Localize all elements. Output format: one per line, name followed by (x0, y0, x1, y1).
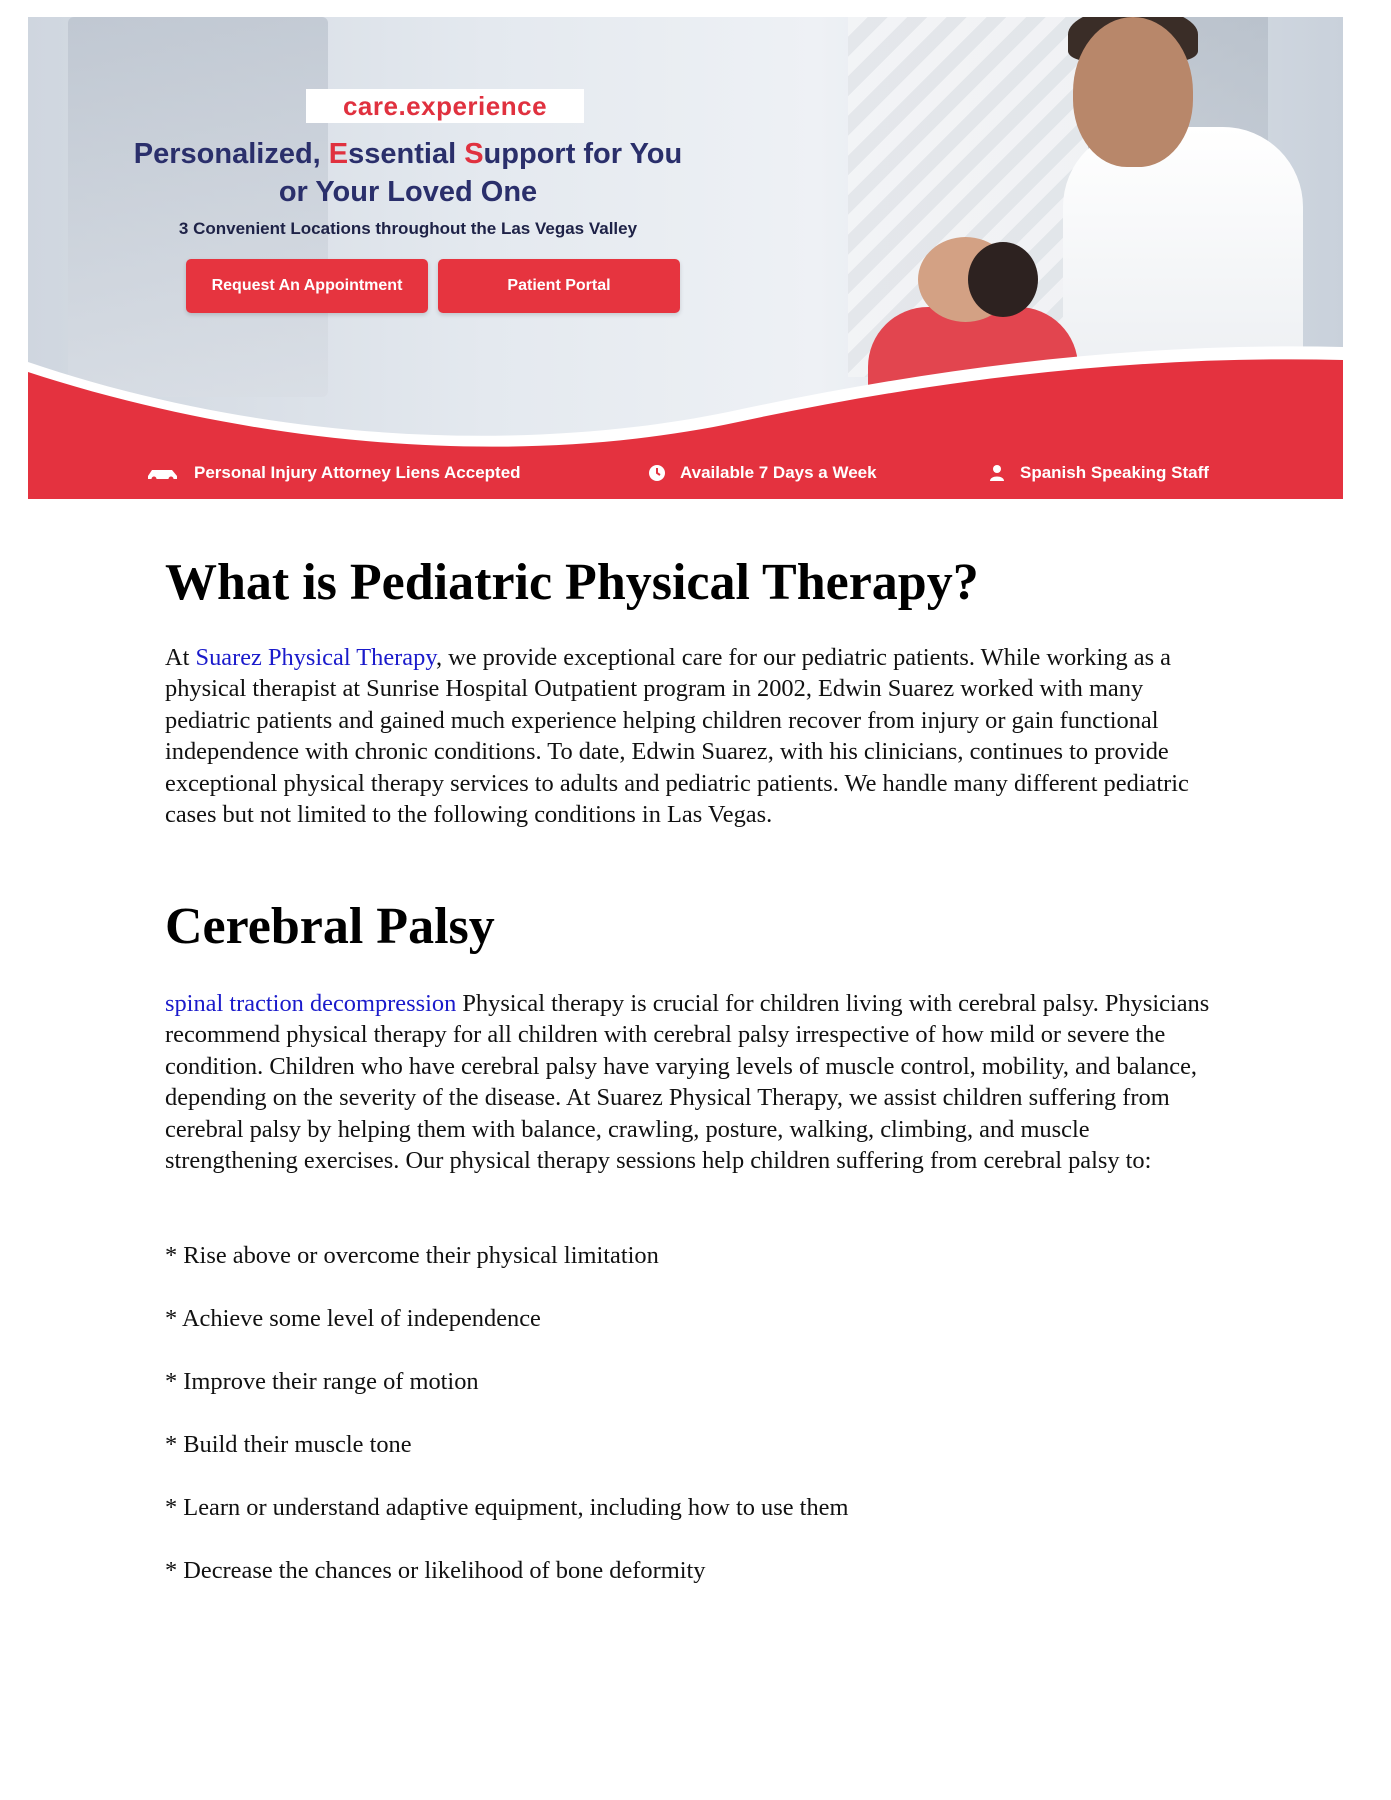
suarez-physical-therapy-link[interactable]: Suarez Physical Therapy (195, 644, 436, 671)
list-item: * Improve their range of motion (165, 1368, 479, 1395)
person-icon (988, 464, 1006, 482)
red-wave-shape (28, 17, 1343, 499)
intro-paragraph: At Suarez Physical Therapy, we provide exceptional care for our pediatric patients. While working as a physical therapist at Sunrise Hospital Outpatient program in 2002, Edwin Suarez worked with many pediatric patients and gained much experience helping children recover from injury or gain functional independence with chronic conditions. To date, Edwin Suarez, with his clinicians, continues to provide exceptional physical therapy services to adults and pediatric patients. We handle many different pediatric cases but not limited to the following conditions in Las Vegas. (165, 644, 1189, 829)
feature-label: Spanish Speaking Staff (1020, 463, 1209, 482)
patient-portal-button[interactable]: Patient Portal (438, 259, 680, 313)
hero-subline: 3 Convenient Locations throughout the Las Vegas Valley (178, 219, 638, 238)
list-item: * Rise above or overcome their physical limitation (165, 1242, 659, 1269)
feature-strip (28, 463, 1343, 493)
page-title: What is Pediatric Physical Therapy? (165, 554, 979, 611)
brand-tag: care.experience (306, 89, 584, 123)
list-item: * Decrease the chances or likelihood of bone deformity (165, 1557, 706, 1584)
benefits-list (165, 1240, 1225, 1618)
spinal-traction-decompression-link[interactable]: spinal traction decompression (165, 990, 457, 1017)
feature-label: Personal Injury Attorney Liens Accepted (194, 463, 521, 482)
feature-availability (648, 463, 877, 483)
section-title-cerebral-palsy: Cerebral Palsy (165, 898, 495, 955)
request-appointment-button[interactable]: Request An Appointment (186, 259, 428, 313)
list-item: * Achieve some level of independence (165, 1305, 541, 1332)
clock-icon (648, 464, 666, 482)
hero-headline: Personalized, Essential Support for You or Your Loved One (133, 138, 683, 208)
list-item: * Learn or understand adaptive equipment, including how to use them (165, 1494, 849, 1521)
list-item: * Build their muscle tone (165, 1431, 412, 1458)
feature-label: Available 7 Days a Week (680, 463, 877, 482)
hero-banner (28, 17, 1343, 499)
car-icon (146, 464, 180, 482)
cerebral-palsy-paragraph: spinal traction decompression Physical therapy is crucial for children living with cerebral palsy. Physicians recommend physical therapy for all children with cerebral palsy irrespective of how mild or severe the condition. Children who have cerebral palsy have varying levels of muscle control, mobility, and balance, depending on the severity of the disease. At Suarez Physical Therapy, we assist children suffering from cerebral palsy by helping them with balance, crawling, posture, walking, climbing, and muscle strengthening exercises. Our physical therapy sessions help children suffering from cerebral palsy to: (165, 990, 1210, 1175)
feature-spanish-staff (988, 463, 1209, 483)
feature-liens (146, 463, 521, 483)
